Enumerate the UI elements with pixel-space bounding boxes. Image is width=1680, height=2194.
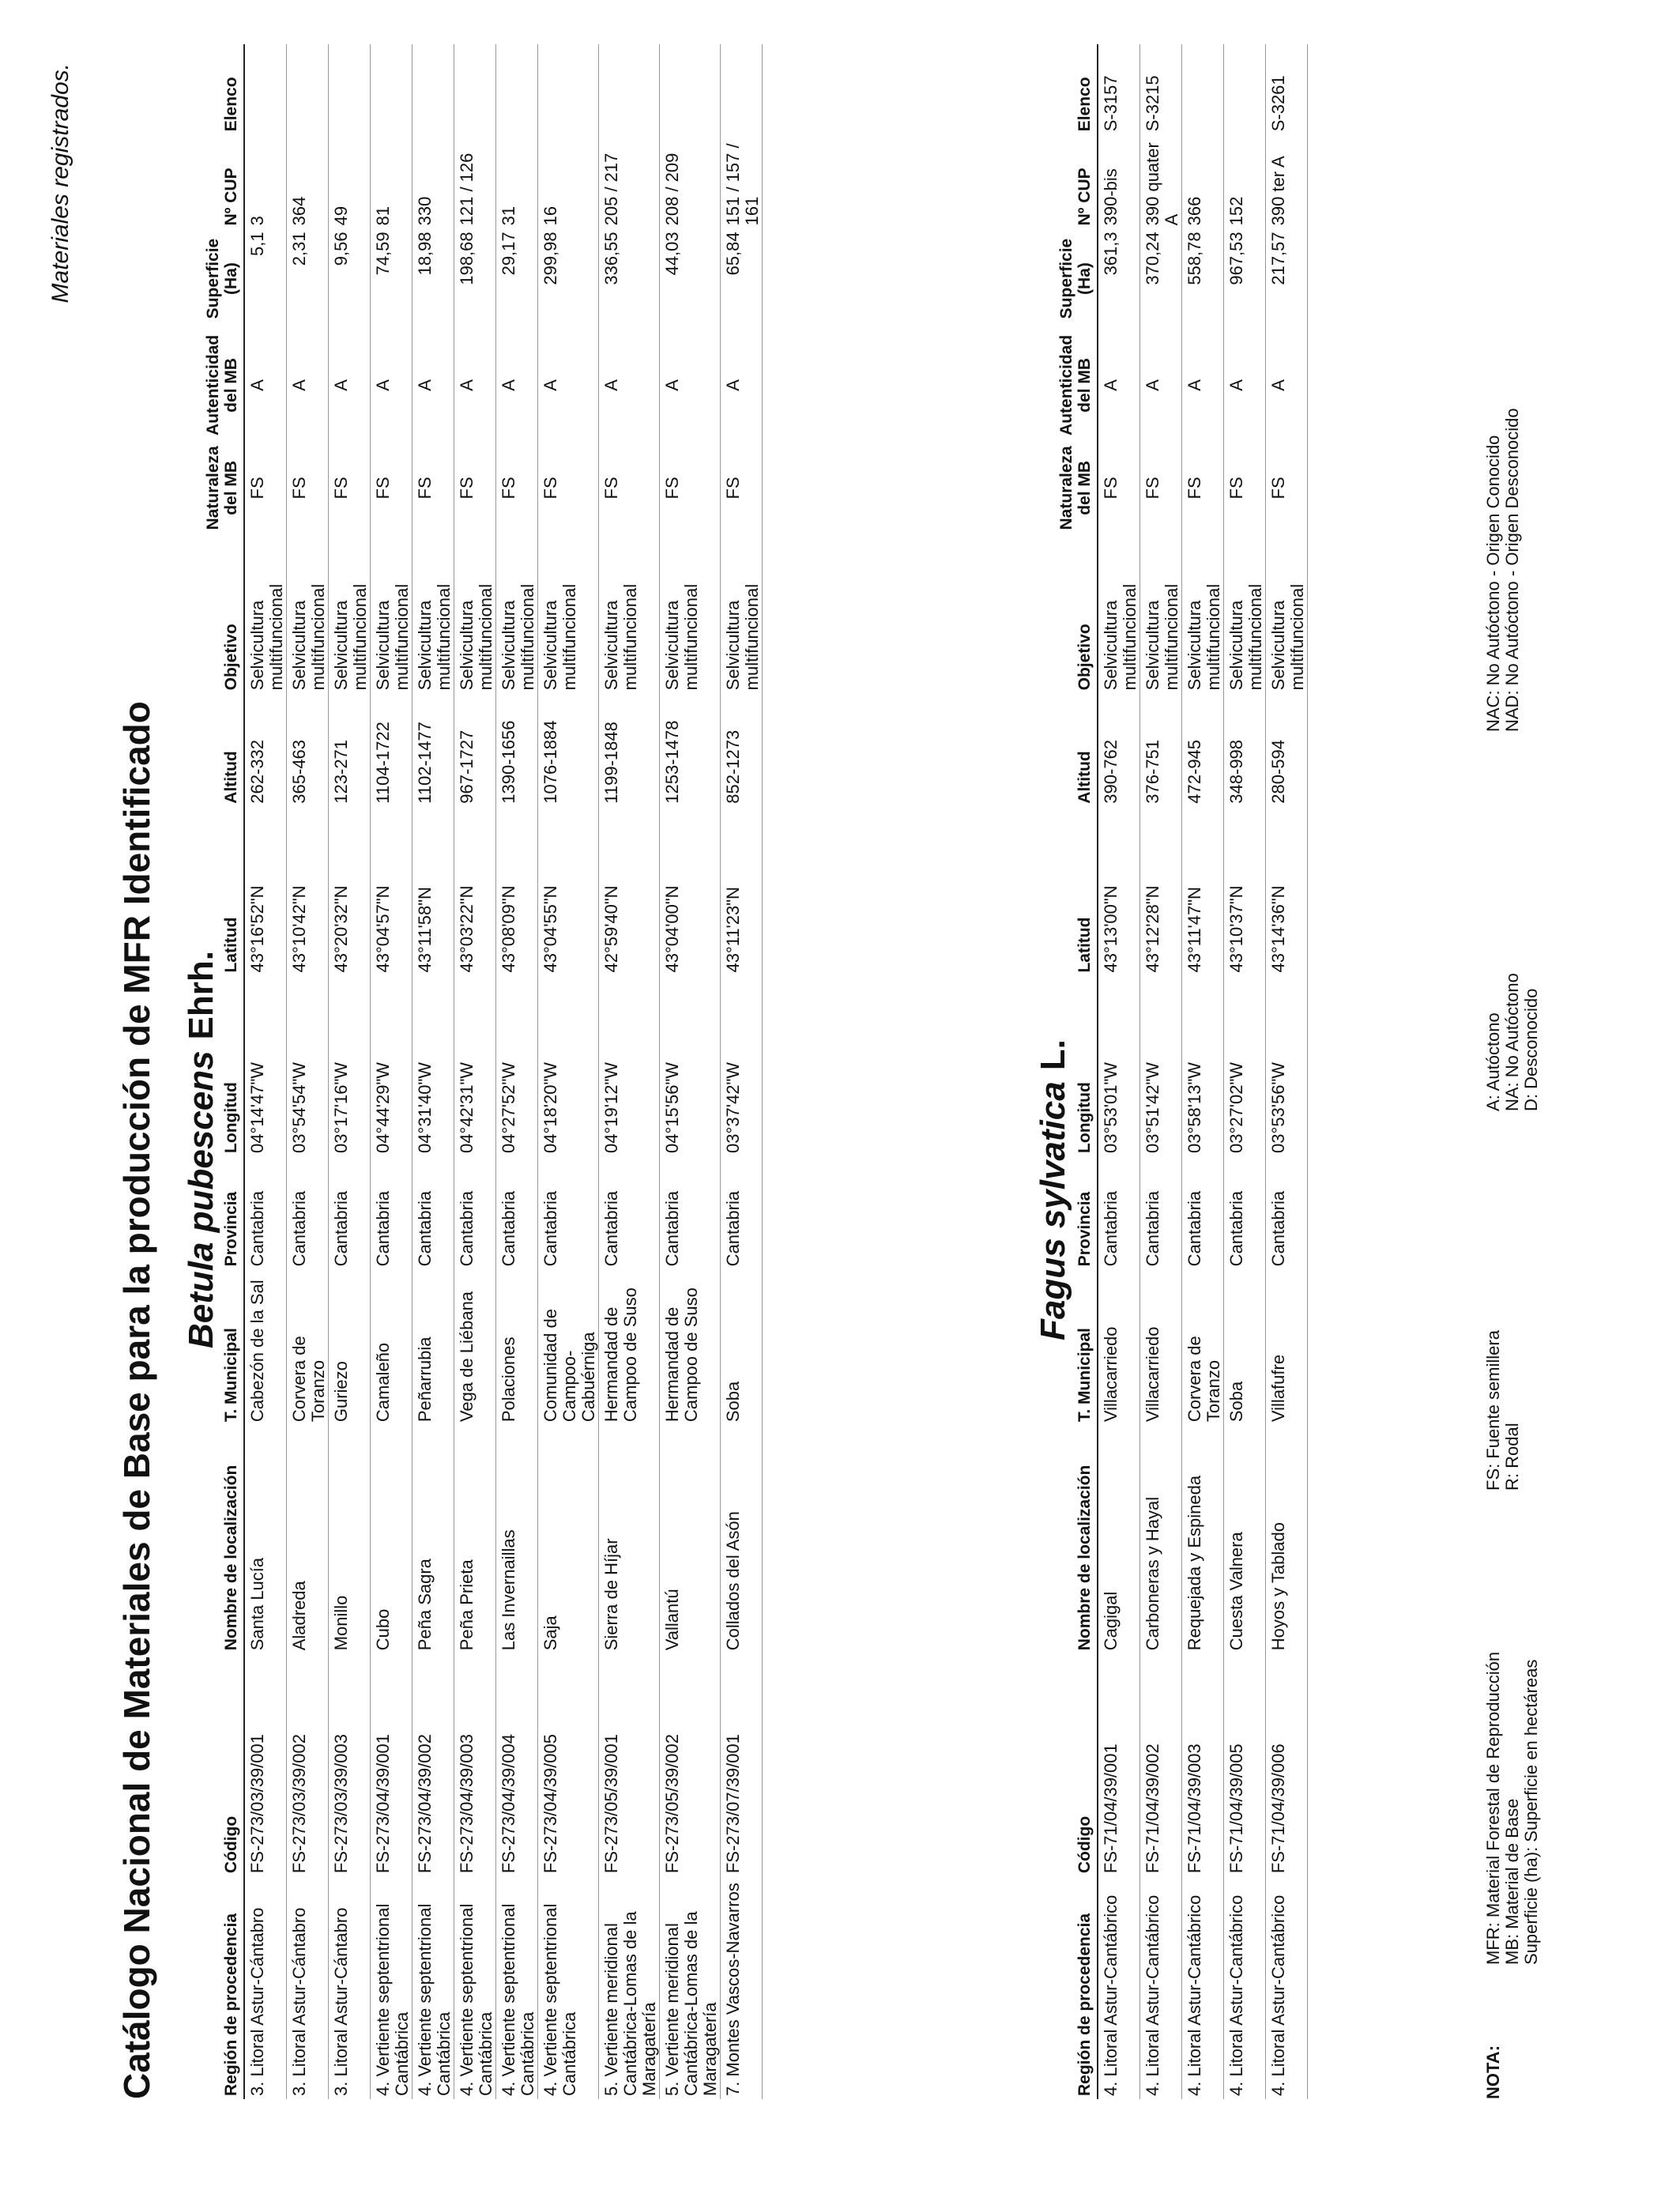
cell-autenticidad: A bbox=[371, 329, 412, 442]
cell-elenco bbox=[496, 44, 538, 134]
cell-cup: 81 bbox=[371, 134, 412, 228]
cell-codigo: FS-71/04/39/006 bbox=[1266, 1653, 1308, 1876]
cell-region: 4. Vertiente septentrional Cantábrica bbox=[412, 1876, 454, 2099]
cell-municipio: Corvera de Toranzo bbox=[287, 1269, 329, 1425]
cell-longitud: 04°15'56"W bbox=[660, 976, 721, 1156]
cell-elenco bbox=[371, 44, 412, 134]
cell-codigo: FS-71/04/39/005 bbox=[1224, 1653, 1266, 1876]
cell-latitud: 43°04'55"N bbox=[538, 807, 599, 976]
cell-latitud: 43°10'42"N bbox=[287, 807, 329, 976]
cell-codigo: FS-273/04/39/001 bbox=[371, 1653, 412, 1876]
cell-cup: 49 bbox=[329, 134, 371, 228]
header-autenticidad: Autenticidad del MB bbox=[204, 329, 244, 442]
cell-municipio: Cabezón de la Sal bbox=[244, 1269, 287, 1425]
header-codigo: Código bbox=[204, 1653, 244, 1876]
header-elenco: Elenco bbox=[1057, 44, 1098, 134]
cell-municipio: Vega de Liébana bbox=[454, 1269, 496, 1425]
cell-provincia: Cantabria bbox=[329, 1156, 371, 1269]
cell-municipio: Hermandad de Campoo de Suso bbox=[660, 1269, 721, 1425]
header-region: Región de procedencia bbox=[1057, 1876, 1098, 2099]
cell-superficie: 558,78 bbox=[1182, 228, 1224, 328]
cell-cup: 121 / 126 bbox=[454, 134, 496, 228]
cell-municipio: Polaciones bbox=[496, 1269, 538, 1425]
cell-naturaleza: FS bbox=[538, 442, 599, 534]
note-label: NOTA: bbox=[1483, 2045, 1503, 2099]
cell-altitud: 262-332 bbox=[244, 693, 287, 806]
cell-superficie: 29,17 bbox=[496, 228, 538, 328]
cell-autenticidad: A bbox=[496, 329, 538, 442]
cell-longitud: 03°51'42"W bbox=[1140, 976, 1182, 1156]
cell-nombre-localizacion: Requejada y Espineda bbox=[1182, 1425, 1224, 1653]
header-altitud: Altitud bbox=[1057, 693, 1098, 806]
cell-elenco bbox=[599, 44, 660, 134]
cell-autenticidad: A bbox=[1224, 329, 1266, 442]
cell-objetivo: Selvicultura multifuncional bbox=[538, 534, 599, 694]
header-latitud: Latitud bbox=[1057, 807, 1098, 976]
cell-cup: 31 bbox=[496, 134, 538, 228]
note-line: NA: No Autóctono bbox=[1502, 973, 1522, 1111]
cell-codigo: FS-273/03/39/003 bbox=[329, 1653, 371, 1876]
cell-municipio: Villafufre bbox=[1266, 1269, 1308, 1425]
cell-nombre-localizacion: Saja bbox=[538, 1425, 599, 1653]
species-author: Ehrh. bbox=[182, 950, 220, 1040]
cell-altitud: 1199-1848 bbox=[599, 693, 660, 806]
cell-nombre-localizacion: Carboneras y Hayal bbox=[1140, 1425, 1182, 1653]
cell-objetivo: Selvicultura multifuncional bbox=[454, 534, 496, 694]
cell-provincia: Cantabria bbox=[454, 1156, 496, 1269]
cell-longitud: 03°27'02"W bbox=[1224, 976, 1266, 1156]
table-row bbox=[721, 44, 763, 2099]
cell-objetivo: Selvicultura multifuncional bbox=[1140, 534, 1182, 694]
cell-nombre-localizacion: Vallantú bbox=[660, 1425, 721, 1653]
cell-altitud: 123-271 bbox=[329, 693, 371, 806]
cell-municipio: Soba bbox=[1224, 1269, 1266, 1425]
note-line: Superficie (ha): Superficie en hectáreas bbox=[1521, 1659, 1541, 1965]
cell-superficie: 361,3 bbox=[1098, 228, 1140, 328]
table-row bbox=[1098, 44, 1140, 2099]
cell-elenco bbox=[287, 44, 329, 134]
cell-longitud: 03°54'54"W bbox=[287, 976, 329, 1156]
table-row bbox=[599, 44, 660, 2099]
cell-naturaleza: FS bbox=[1182, 442, 1224, 534]
cell-longitud: 04°44'29"W bbox=[371, 976, 412, 1156]
cell-superficie: 44,03 bbox=[660, 228, 721, 328]
header-latitud: Latitud bbox=[204, 807, 244, 976]
cell-elenco: S-3215 bbox=[1140, 44, 1182, 134]
cell-provincia: Cantabria bbox=[1182, 1156, 1224, 1269]
note-line: FS: Fuente semillera bbox=[1483, 1330, 1503, 1491]
cell-provincia: Cantabria bbox=[244, 1156, 287, 1269]
cell-elenco bbox=[454, 44, 496, 134]
cell-codigo: FS-71/04/39/003 bbox=[1182, 1653, 1224, 1876]
cell-region: 5. Vertiente meridional Cantábrica-Lomas de la Maragatería bbox=[660, 1876, 721, 2099]
header-autenticidad: Autenticidad del MB bbox=[1057, 329, 1098, 442]
cell-elenco bbox=[1182, 44, 1224, 134]
header-municipio: T. Municipal bbox=[204, 1269, 244, 1425]
cell-provincia: Cantabria bbox=[287, 1156, 329, 1269]
cell-altitud: 1390-1656 bbox=[496, 693, 538, 806]
cell-objetivo: Selvicultura multifuncional bbox=[244, 534, 287, 694]
table-row bbox=[496, 44, 538, 2099]
cell-codigo: FS-273/07/39/001 bbox=[721, 1653, 763, 1876]
cell-objetivo: Selvicultura multifuncional bbox=[287, 534, 329, 694]
cell-autenticidad: A bbox=[1266, 329, 1308, 442]
cell-altitud: 376-751 bbox=[1140, 693, 1182, 806]
cell-region: 4. Litoral Astur-Cantábrico bbox=[1182, 1876, 1224, 2099]
cell-objetivo: Selvicultura multifuncional bbox=[1098, 534, 1140, 694]
cell-latitud: 43°10'37"N bbox=[1224, 807, 1266, 976]
cell-superficie: 217,57 bbox=[1266, 228, 1308, 328]
table-row bbox=[244, 44, 287, 2099]
cell-municipio: Peñarrubia bbox=[412, 1269, 454, 1425]
cell-nombre-localizacion: Sierra de Híjar bbox=[599, 1425, 660, 1653]
cell-nombre-localizacion: Santa Lucía bbox=[244, 1425, 287, 1653]
cell-municipio: Camaleño bbox=[371, 1269, 412, 1425]
cell-objetivo: Selvicultura multifuncional bbox=[371, 534, 412, 694]
note-abbrev-column-2 bbox=[1484, 1330, 1522, 1491]
cell-altitud: 967-1727 bbox=[454, 693, 496, 806]
cell-codigo: FS-273/04/39/004 bbox=[496, 1653, 538, 1876]
cell-region: 4. Litoral Astur-Cantábrico bbox=[1140, 1876, 1182, 2099]
cell-latitud: 43°11'58"N bbox=[412, 807, 454, 976]
header-objetivo: Objetivo bbox=[204, 534, 244, 694]
header-superficie: Superficie (Ha) bbox=[204, 228, 244, 328]
cell-longitud: 04°19'12"W bbox=[599, 976, 660, 1156]
cell-codigo: FS-71/04/39/002 bbox=[1140, 1653, 1182, 1876]
cell-naturaleza: FS bbox=[454, 442, 496, 534]
cell-cup: 366 bbox=[1182, 134, 1224, 228]
cell-naturaleza: FS bbox=[412, 442, 454, 534]
cell-elenco bbox=[721, 44, 763, 134]
cell-longitud: 04°14'47"W bbox=[244, 976, 287, 1156]
cell-latitud: 42°59'40"N bbox=[599, 807, 660, 976]
cell-cup: 151 / 157 / 161 bbox=[721, 134, 763, 228]
cell-autenticidad: A bbox=[538, 329, 599, 442]
section-label: Materiales registrados. bbox=[47, 63, 73, 303]
cell-municipio: Villacarriedo bbox=[1098, 1269, 1140, 1425]
note-line: NAD: No Autóctono - Origen Desconocido bbox=[1502, 408, 1522, 732]
cell-provincia: Cantabria bbox=[496, 1156, 538, 1269]
betula-table bbox=[204, 44, 763, 2099]
cell-latitud: 43°08'09"N bbox=[496, 807, 538, 976]
cell-cup: 3 bbox=[244, 134, 287, 228]
cell-altitud: 390-762 bbox=[1098, 693, 1140, 806]
cell-provincia: Cantabria bbox=[371, 1156, 412, 1269]
cell-naturaleza: FS bbox=[1098, 442, 1140, 534]
header-elenco: Elenco bbox=[204, 44, 244, 134]
table-row bbox=[412, 44, 454, 2099]
cell-nombre-localizacion: Cubo bbox=[371, 1425, 412, 1653]
note-line: NAC: No Autóctono - Origen Conocido bbox=[1483, 435, 1503, 732]
cell-objetivo: Selvicultura multifuncional bbox=[329, 534, 371, 694]
cell-longitud: 03°53'56"W bbox=[1266, 976, 1308, 1156]
cell-longitud: 03°58'13"W bbox=[1182, 976, 1224, 1156]
cell-longitud: 03°17'16"W bbox=[329, 976, 371, 1156]
cell-elenco bbox=[412, 44, 454, 134]
cell-region: 3. Litoral Astur-Cántabro bbox=[329, 1876, 371, 2099]
cell-codigo: FS-273/03/39/001 bbox=[244, 1653, 287, 1876]
cell-longitud: 03°53'01"W bbox=[1098, 976, 1140, 1156]
header-municipio: T. Municipal bbox=[1057, 1269, 1098, 1425]
cell-nombre-localizacion: Peña Sagra bbox=[412, 1425, 454, 1653]
table-row bbox=[371, 44, 412, 2099]
cell-superficie: 336,55 bbox=[599, 228, 660, 328]
cell-autenticidad: A bbox=[1098, 329, 1140, 442]
note-line: MB: Material de Base bbox=[1502, 1798, 1522, 1965]
cell-objetivo: Selvicultura multifuncional bbox=[660, 534, 721, 694]
cell-nombre-localizacion: Las Invernaillas bbox=[496, 1425, 538, 1653]
header-superficie: Superficie (Ha) bbox=[1057, 228, 1098, 328]
cell-municipio: Villacarriedo bbox=[1140, 1269, 1182, 1425]
note-abbrev-column-4 bbox=[1484, 408, 1522, 732]
species-author: L. bbox=[1034, 1039, 1072, 1071]
cell-autenticidad: A bbox=[1182, 329, 1224, 442]
cell-municipio: Comunidad de Campoo-Cabuérniga bbox=[538, 1269, 599, 1425]
cell-autenticidad: A bbox=[287, 329, 329, 442]
header-provincia: Provincia bbox=[204, 1156, 244, 1269]
cell-provincia: Cantabria bbox=[1266, 1156, 1308, 1269]
cell-latitud: 43°11'47"N bbox=[1182, 807, 1224, 976]
header-longitud: Longitud bbox=[1057, 976, 1098, 1156]
cell-naturaleza: FS bbox=[599, 442, 660, 534]
cell-naturaleza: FS bbox=[660, 442, 721, 534]
cell-region: 7. Montes Vascos-Navarros bbox=[721, 1876, 763, 2099]
cell-codigo: FS-273/04/39/005 bbox=[538, 1653, 599, 1876]
cell-region: 4. Litoral Astur-Cantábrico bbox=[1098, 1876, 1140, 2099]
cell-cup: 390 quater A bbox=[1140, 134, 1182, 228]
cell-provincia: Cantabria bbox=[599, 1156, 660, 1269]
cell-latitud: 43°20'32"N bbox=[329, 807, 371, 976]
cell-naturaleza: FS bbox=[287, 442, 329, 534]
cell-region: 3. Litoral Astur-Cántabro bbox=[287, 1876, 329, 2099]
cell-latitud: 43°14'36"N bbox=[1266, 807, 1308, 976]
cell-provincia: Cantabria bbox=[412, 1156, 454, 1269]
cell-codigo: FS-71/04/39/001 bbox=[1098, 1653, 1140, 1876]
note-abbrev-column-1 bbox=[1484, 1652, 1541, 1965]
table-row bbox=[660, 44, 721, 2099]
header-provincia: Provincia bbox=[1057, 1156, 1098, 1269]
header-naturaleza: Naturaleza del MB bbox=[1057, 442, 1098, 534]
cell-naturaleza: FS bbox=[371, 442, 412, 534]
cell-cup: 330 bbox=[412, 134, 454, 228]
cell-nombre-localizacion: Cuesta Valnera bbox=[1224, 1425, 1266, 1653]
header-altitud: Altitud bbox=[204, 693, 244, 806]
note-line: MFR: Material Forestal de Reproducción bbox=[1483, 1651, 1503, 1965]
cell-region: 3. Litoral Astur-Cántabro bbox=[244, 1876, 287, 2099]
cell-autenticidad: A bbox=[329, 329, 371, 442]
cell-objetivo: Selvicultura multifuncional bbox=[1224, 534, 1266, 694]
cell-nombre-localizacion: Cagigal bbox=[1098, 1425, 1140, 1653]
cell-cup: 364 bbox=[287, 134, 329, 228]
cell-naturaleza: FS bbox=[244, 442, 287, 534]
cell-superficie: 299,98 bbox=[538, 228, 599, 328]
header-cup: Nº CUP bbox=[204, 134, 244, 228]
cell-naturaleza: FS bbox=[329, 442, 371, 534]
cell-municipio: Corvera de Toranzo bbox=[1182, 1269, 1224, 1425]
cell-objetivo: Selvicultura multifuncional bbox=[721, 534, 763, 694]
cell-longitud: 04°27'52"W bbox=[496, 976, 538, 1156]
cell-autenticidad: A bbox=[599, 329, 660, 442]
cell-objetivo: Selvicultura multifuncional bbox=[412, 534, 454, 694]
cell-altitud: 1102-1477 bbox=[412, 693, 454, 806]
cell-altitud: 1253-1478 bbox=[660, 693, 721, 806]
cell-autenticidad: A bbox=[412, 329, 454, 442]
cell-provincia: Cantabria bbox=[1140, 1156, 1182, 1269]
cell-altitud: 365-463 bbox=[287, 693, 329, 806]
cell-region: 4. Vertiente septentrional Cantábrica bbox=[496, 1876, 538, 2099]
cell-autenticidad: A bbox=[1140, 329, 1182, 442]
cell-naturaleza: FS bbox=[1224, 442, 1266, 534]
header-nombre-localizacion: Nombre de localización bbox=[1057, 1425, 1098, 1653]
fagus-table bbox=[1057, 44, 1308, 2099]
cell-nombre-localizacion: Hoyos y Tablado bbox=[1266, 1425, 1308, 1653]
note-abbrev-column-3 bbox=[1484, 973, 1541, 1111]
cell-region: 4. Vertiente septentrional Cantábrica bbox=[454, 1876, 496, 2099]
cell-latitud: 43°03'22"N bbox=[454, 807, 496, 976]
table-row bbox=[538, 44, 599, 2099]
page-title: Catálogo Nacional de Materiales de Base para la producción de MFR Identificado bbox=[116, 701, 157, 2099]
cell-autenticidad: A bbox=[721, 329, 763, 442]
cell-region: 4. Litoral Astur-Cantábrico bbox=[1266, 1876, 1308, 2099]
cell-latitud: 43°16'52"N bbox=[244, 807, 287, 976]
cell-elenco bbox=[1224, 44, 1266, 134]
cell-elenco: S-3157 bbox=[1098, 44, 1140, 134]
cell-latitud: 43°13'00"N bbox=[1098, 807, 1140, 976]
cell-region: 4. Vertiente septentrional Cantábrica bbox=[371, 1876, 412, 2099]
cell-codigo: FS-273/04/39/002 bbox=[412, 1653, 454, 1876]
cell-nombre-localizacion: Aladreda bbox=[287, 1425, 329, 1653]
cell-naturaleza: FS bbox=[1266, 442, 1308, 534]
cell-longitud: 04°31'40"W bbox=[412, 976, 454, 1156]
header-naturaleza: Naturaleza del MB bbox=[204, 442, 244, 534]
cell-codigo: FS-273/05/39/001 bbox=[599, 1653, 660, 1876]
cell-nombre-localizacion: Peña Prieta bbox=[454, 1425, 496, 1653]
note-line: R: Rodal bbox=[1502, 1423, 1522, 1491]
header-cup: Nº CUP bbox=[1057, 134, 1098, 228]
cell-superficie: 74,59 bbox=[371, 228, 412, 328]
cell-provincia: Cantabria bbox=[1224, 1156, 1266, 1269]
cell-superficie: 2,31 bbox=[287, 228, 329, 328]
cell-cup: 205 / 217 bbox=[599, 134, 660, 228]
cell-cup: 390 ter A bbox=[1266, 134, 1308, 228]
cell-altitud: 1104-1722 bbox=[371, 693, 412, 806]
species-name: Betula pubescens bbox=[182, 1050, 220, 1348]
header-nombre-localizacion: Nombre de localización bbox=[204, 1425, 244, 1653]
cell-superficie: 370,24 bbox=[1140, 228, 1182, 328]
table-row bbox=[329, 44, 371, 2099]
header-objetivo: Objetivo bbox=[1057, 534, 1098, 694]
cell-elenco: S-3261 bbox=[1266, 44, 1308, 134]
note-line: D: Desconocido bbox=[1521, 988, 1541, 1111]
species-name: Fagus sylvatica bbox=[1034, 1081, 1072, 1340]
cell-latitud: 43°04'57"N bbox=[371, 807, 412, 976]
cell-latitud: 43°04'00"N bbox=[660, 807, 721, 976]
cell-elenco bbox=[660, 44, 721, 134]
cell-autenticidad: A bbox=[660, 329, 721, 442]
table-row bbox=[454, 44, 496, 2099]
cell-longitud: 04°42'31"W bbox=[454, 976, 496, 1156]
cell-superficie: 967,53 bbox=[1224, 228, 1266, 328]
table-row bbox=[1266, 44, 1308, 2099]
table-row bbox=[287, 44, 329, 2099]
header-longitud: Longitud bbox=[204, 976, 244, 1156]
cell-objetivo: Selvicultura multifuncional bbox=[496, 534, 538, 694]
cell-elenco bbox=[329, 44, 371, 134]
table-row bbox=[1140, 44, 1182, 2099]
cell-cup: 152 bbox=[1224, 134, 1266, 228]
cell-longitud: 03°37'42"W bbox=[721, 976, 763, 1156]
cell-naturaleza: FS bbox=[721, 442, 763, 534]
cell-naturaleza: FS bbox=[1140, 442, 1182, 534]
header-codigo: Código bbox=[1057, 1653, 1098, 1876]
cell-region: 4. Litoral Astur-Cantábrico bbox=[1224, 1876, 1266, 2099]
cell-altitud: 1076-1884 bbox=[538, 693, 599, 806]
cell-codigo: FS-273/04/39/003 bbox=[454, 1653, 496, 1876]
header-region: Región de procedencia bbox=[204, 1876, 244, 2099]
cell-naturaleza: FS bbox=[496, 442, 538, 534]
cell-municipio: Soba bbox=[721, 1269, 763, 1425]
cell-altitud: 852-1273 bbox=[721, 693, 763, 806]
cell-autenticidad: A bbox=[454, 329, 496, 442]
cell-provincia: Cantabria bbox=[660, 1156, 721, 1269]
cell-codigo: FS-273/03/39/002 bbox=[287, 1653, 329, 1876]
cell-elenco bbox=[244, 44, 287, 134]
cell-superficie: 198,68 bbox=[454, 228, 496, 328]
note-line: A: Autóctono bbox=[1483, 1012, 1503, 1111]
cell-municipio: Guriezo bbox=[329, 1269, 371, 1425]
cell-superficie: 9,56 bbox=[329, 228, 371, 328]
cell-longitud: 04°18'20"W bbox=[538, 976, 599, 1156]
cell-elenco bbox=[538, 44, 599, 134]
cell-municipio: Hermandad de Campoo de Suso bbox=[599, 1269, 660, 1425]
cell-latitud: 43°11'23"N bbox=[721, 807, 763, 976]
cell-altitud: 348-998 bbox=[1224, 693, 1266, 806]
table-row bbox=[1224, 44, 1266, 2099]
cell-objetivo: Selvicultura multifuncional bbox=[1182, 534, 1224, 694]
cell-altitud: 280-594 bbox=[1266, 693, 1308, 806]
cell-superficie: 65,84 bbox=[721, 228, 763, 328]
cell-superficie: 18,98 bbox=[412, 228, 454, 328]
cell-objetivo: Selvicultura multifuncional bbox=[599, 534, 660, 694]
table-row bbox=[1182, 44, 1224, 2099]
cell-provincia: Cantabria bbox=[538, 1156, 599, 1269]
cell-cup: 390-bis bbox=[1098, 134, 1140, 228]
cell-provincia: Cantabria bbox=[721, 1156, 763, 1269]
cell-superficie: 5,1 bbox=[244, 228, 287, 328]
cell-cup: 208 / 209 bbox=[660, 134, 721, 228]
cell-objetivo: Selvicultura multifuncional bbox=[1266, 534, 1308, 694]
cell-nombre-localizacion: Collados del Asón bbox=[721, 1425, 763, 1653]
cell-latitud: 43°12'28"N bbox=[1140, 807, 1182, 976]
cell-provincia: Cantabria bbox=[1098, 1156, 1140, 1269]
cell-codigo: FS-273/05/39/002 bbox=[660, 1653, 721, 1876]
cell-region: 5. Vertiente meridional Cantábrica-Lomas de la Maragatería bbox=[599, 1876, 660, 2099]
cell-altitud: 472-945 bbox=[1182, 693, 1224, 806]
cell-autenticidad: A bbox=[244, 329, 287, 442]
cell-nombre-localizacion: Monillo bbox=[329, 1425, 371, 1653]
cell-region: 4. Vertiente septentrional Cantábrica bbox=[538, 1876, 599, 2099]
cell-cup: 16 bbox=[538, 134, 599, 228]
